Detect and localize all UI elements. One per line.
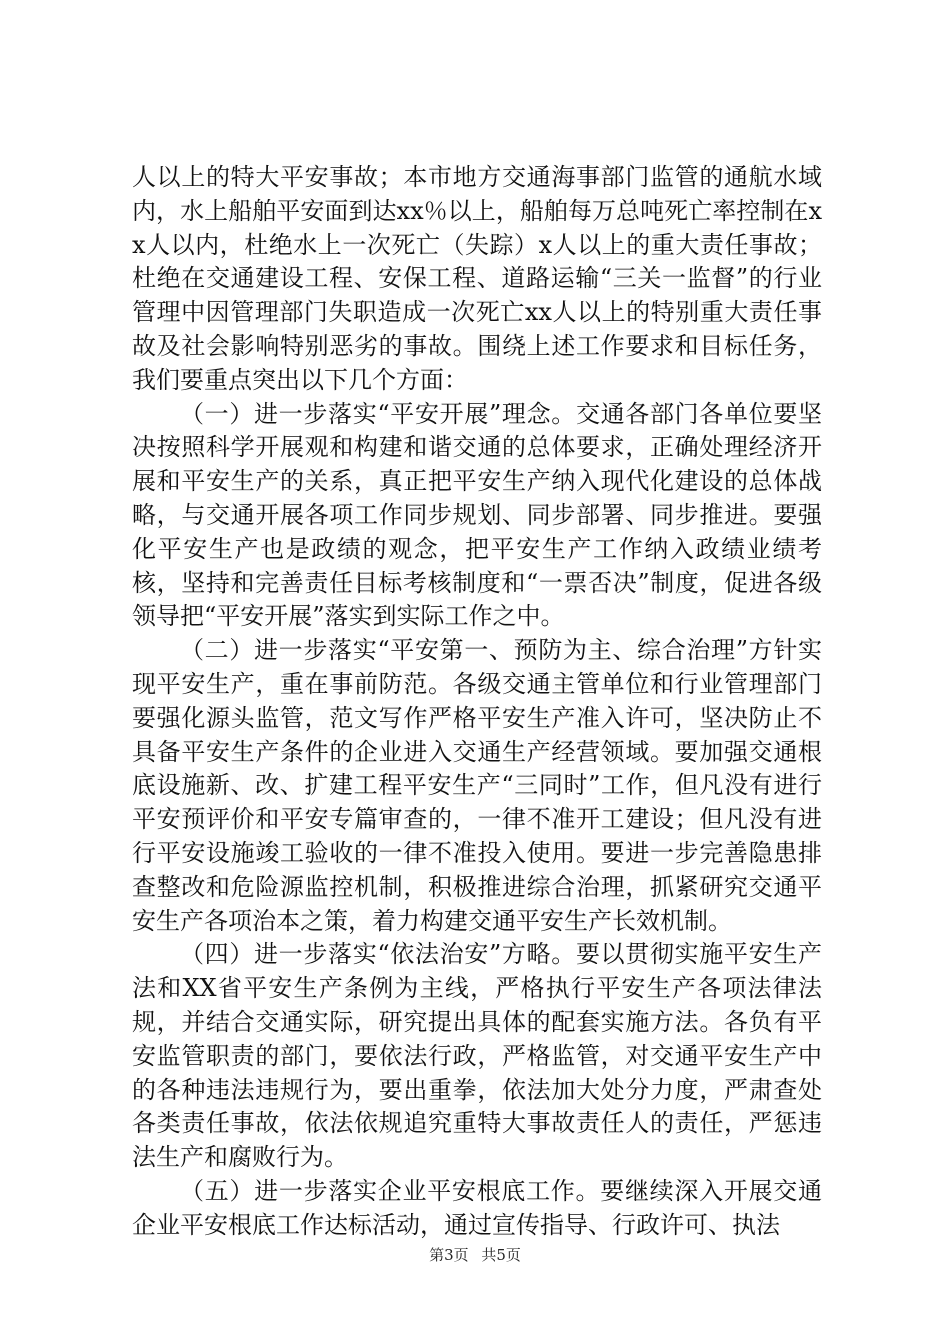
paragraph-section-5: （五）进一步落实企业平安根底工作。要继续深入开展交通企业平安根底工作达标活动，通过宣传指导、行政许可、执法	[132, 1176, 822, 1239]
document-body	[132, 161, 822, 1243]
paragraph-section-1: （一）进一步落实“平安开展”理念。交通各部门各单位要坚决按照科学开展观和构建和谐交通的总体要求，正确处理经济开展和平安生产的关系，真正把平安生产纳入现代化建设的总体战略，与交通开展各项工作同步规划、同步部署、同步推进。要强化平安生产也是政绩的观念，把平安生产工作纳入政绩业绩考核，坚持和完善责任目标考核制度和“一票否决”制度，促进各级领导把“平安开展”落实到实际工作之中。	[132, 399, 822, 631]
page-footer	[0, 1244, 950, 1265]
page-number: 第3页	[429, 1246, 469, 1264]
page-total: 共5页	[481, 1246, 521, 1264]
paragraph-continuation: 人以上的特大平安事故；本市地方交通海事部门监管的通航水域内，水上船舶平安面到达xx％以上，船舶每万总吨死亡率控制在xx人以内，杜绝水上一次死亡（失踪）x人以上的重大责任事故；杜绝在交通建设工程、安保工程、道路运输“三关一监督”的行业管理中因管理部门失职造成一次死亡xx人以上的特别重大责任事故及社会影响特别恶劣的事故。围绕上述工作要求和目标任务，我们要重点突出以下几个方面：	[132, 163, 822, 394]
paragraph-section-2: （二）进一步落实“平安第一、预防为主、综合治理”方针实现平安生产，重在事前防范。各级交通主管单位和行业管理部门要强化源头监管，范文写作严格平安生产准入许可，坚决防止不具备平安生产条件的企业进入交通生产经营领域。要加强交通根底设施新、改、扩建工程平安生产“三同时”工作，但凡没有进行平安预评价和平安专篇审查的，一律不准开工建设；但凡没有进行平安设施竣工验收的一律不准投入使用。要进一步完善隐患排查整改和危险源监控机制，积极推进综合治理，抓紧研究交通平安生产各项治本之策，着力构建交通平安生产长效机制。	[132, 636, 822, 935]
paragraph-section-4: （四）进一步落实“依法治安”方略。要以贯彻实施平安生产法和XX省平安生产条例为主线，严格执行平安生产各项法律法规，并结合交通实际，研究提出具体的配套实施方法。各负有平安监管职责的部门，要依法行政，严格监管，对交通平安生产中的各种违法违规行为，要出重拳，依法加大处分力度，严肃查处各类责任事故，依法依规追究重特大事故责任人的责任，严惩违法生产和腐败行为。	[132, 940, 822, 1172]
